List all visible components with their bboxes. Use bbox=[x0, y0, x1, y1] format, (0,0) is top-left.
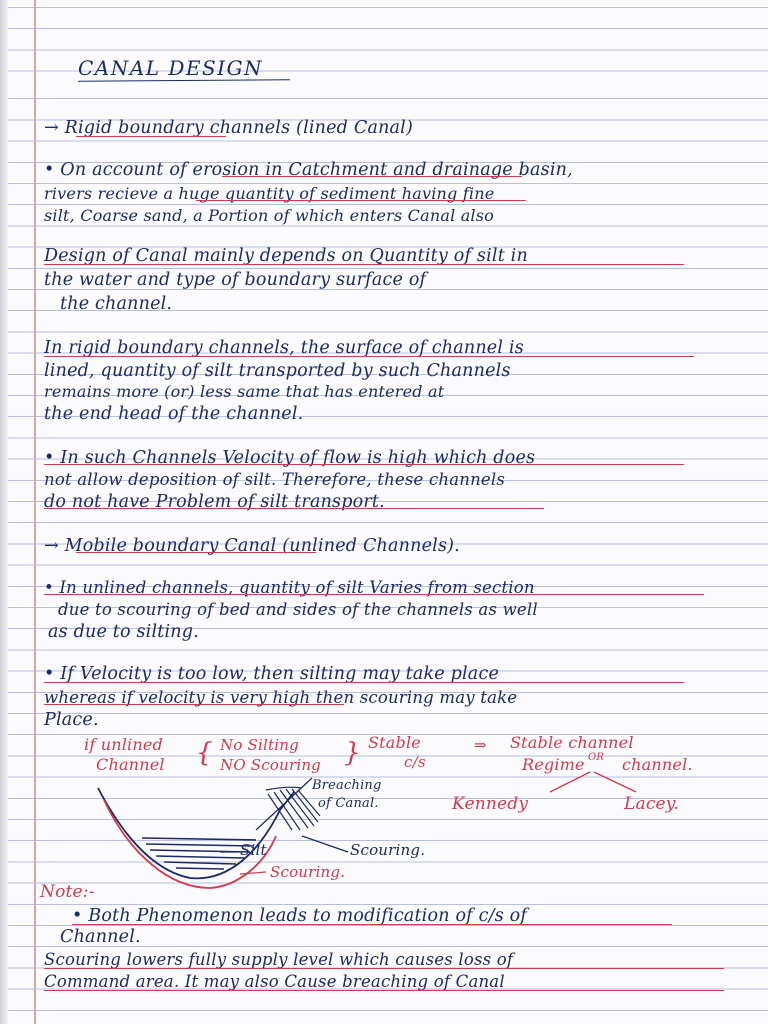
regime-stable: Stable bbox=[368, 733, 421, 752]
regime-no-silting: No Silting bbox=[220, 736, 299, 754]
regime-arrow: ⇒ bbox=[474, 736, 487, 754]
red-underline bbox=[222, 176, 522, 177]
regime-word: Regime bbox=[522, 755, 585, 774]
note-line: not allow deposition of silt. Therefore, these channels bbox=[44, 470, 506, 489]
red-underline bbox=[76, 552, 316, 553]
red-underline bbox=[196, 200, 526, 201]
note-line: the water and type of boundary surface of bbox=[44, 270, 427, 290]
red-underline bbox=[44, 968, 724, 969]
scouring-pointer bbox=[302, 836, 348, 852]
note-line: In rigid boundary channels, the surface of channel is bbox=[44, 338, 524, 358]
regime-no-scouring: NO Scouring bbox=[220, 756, 321, 774]
red-underline bbox=[44, 356, 694, 357]
regime-open-brace: { bbox=[196, 738, 213, 768]
note-line: • If Velocity is too low, then silting may take place bbox=[44, 664, 499, 684]
note-label: Note:- bbox=[40, 882, 95, 902]
note-line: whereas if velocity is very high then scouring may take bbox=[44, 688, 518, 707]
page-title: CANAL DESIGN bbox=[78, 56, 264, 80]
note-line: → Mobile boundary Canal (unlined Channels). bbox=[44, 536, 460, 556]
regime-if-unlined: if unlined bbox=[84, 735, 163, 754]
red-underline bbox=[44, 464, 684, 465]
red-underline bbox=[44, 508, 544, 509]
note-line-4: Command area. It may also Cause breaching of Canal bbox=[44, 972, 505, 991]
note-line: • In unlined channels, quantity of silt Varies from section bbox=[44, 578, 535, 597]
regime-theory-kennedy: Kennedy bbox=[452, 794, 529, 814]
note-line: • In such Channels Velocity of flow is high which does bbox=[44, 448, 536, 468]
note-line: do not have Problem of silt transport. bbox=[44, 492, 385, 512]
diagram-scouring-label: Scouring. bbox=[350, 841, 426, 859]
note-line: the end head of the channel. bbox=[44, 404, 304, 424]
note-line: lined, quantity of silt transported by such Channels bbox=[44, 361, 511, 381]
regime-close-brace: } bbox=[344, 738, 361, 768]
diagram-silt-label: Silt bbox=[240, 841, 267, 859]
note-line-2: Channel. bbox=[60, 927, 141, 947]
note-line: rivers recieve a huge quantity of sediment having fine bbox=[44, 184, 495, 203]
diagram-of-canal-label: of Canal. bbox=[318, 796, 379, 811]
canal-bed-outline bbox=[98, 788, 294, 878]
notebook-binding bbox=[0, 0, 8, 1024]
note-line: → Rigid boundary channels (lined Canal) bbox=[44, 118, 414, 138]
regime-cs: c/s bbox=[404, 753, 426, 771]
regime-or: OR bbox=[588, 752, 605, 763]
regime-split-arrows bbox=[540, 770, 660, 796]
diagram-scouring-bottom-label: Scouring. bbox=[270, 863, 346, 881]
note-line-3: Scouring lowers fully supply level which causes loss of bbox=[44, 950, 514, 969]
note-line: Design of Canal mainly depends on Quantity of silt in bbox=[44, 246, 528, 266]
red-underline bbox=[44, 594, 704, 595]
note-line: as due to silting. bbox=[48, 622, 199, 642]
red-underline bbox=[44, 682, 684, 683]
red-underline bbox=[76, 136, 226, 137]
note-line: remains more (or) less same that has entered at bbox=[44, 382, 445, 401]
regime-stable-channel: Stable channel bbox=[510, 733, 634, 752]
red-underline bbox=[44, 990, 724, 991]
note-line: Place. bbox=[44, 710, 99, 730]
red-underline bbox=[44, 704, 344, 705]
regime-channel-word: Channel bbox=[96, 755, 165, 774]
regime-channel-word2: channel. bbox=[622, 755, 693, 774]
note-line: due to scouring of bed and sides of the channels as well bbox=[58, 600, 538, 619]
note-line: • On account of erosion in Catchment and drainage basin, bbox=[44, 160, 573, 180]
red-underline bbox=[44, 264, 684, 265]
note-line-1: • Both Phenomenon leads to modification of c/s of bbox=[72, 906, 528, 926]
note-line: the channel. bbox=[60, 294, 173, 314]
scouring-bottom-pointer bbox=[240, 872, 266, 874]
title-underline bbox=[78, 79, 290, 82]
margin-line bbox=[34, 0, 36, 1024]
regime-theory-lacey: Lacey. bbox=[624, 794, 679, 814]
diagram-breaching-label: Breaching bbox=[312, 778, 382, 793]
red-underline bbox=[72, 924, 672, 925]
note-line: silt, Coarse sand, a Portion of which enters Canal also bbox=[44, 206, 494, 225]
